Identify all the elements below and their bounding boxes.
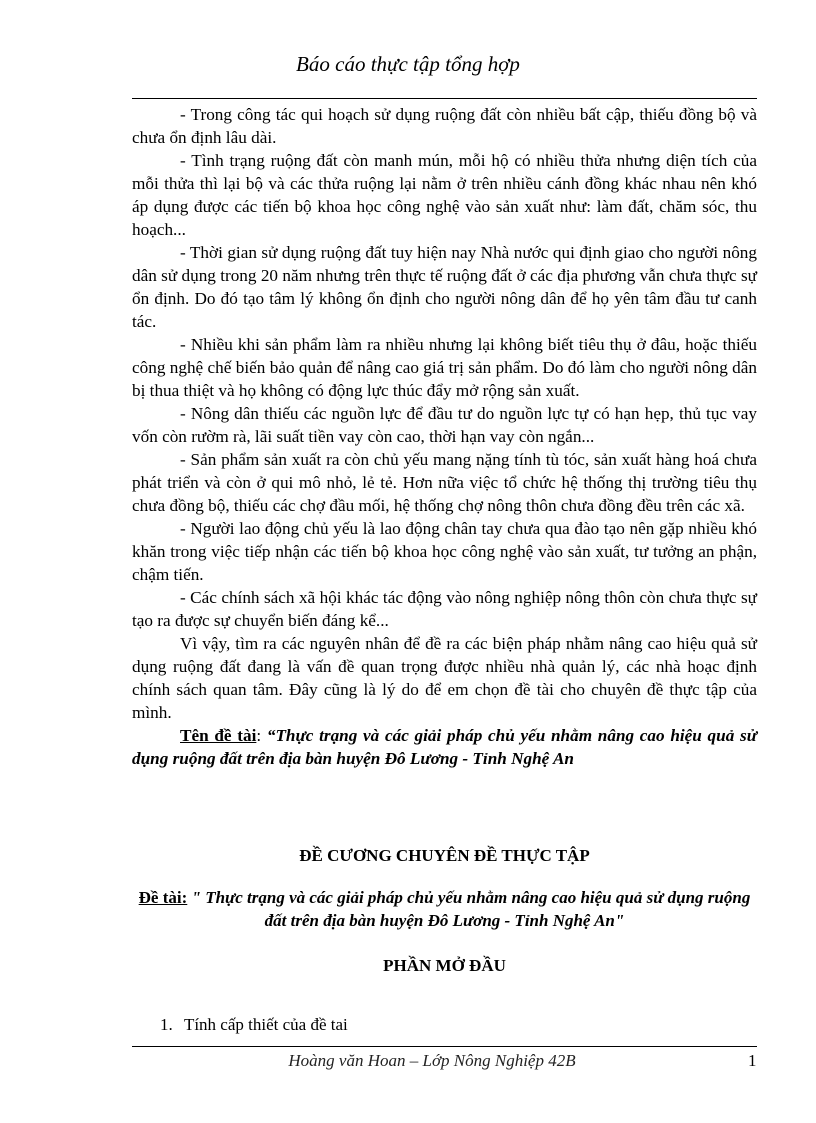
document-body (132, 103, 757, 770)
topic-paragraph (132, 724, 757, 770)
section-number: 1. (160, 1015, 173, 1034)
header-divider (132, 98, 757, 99)
outline-topic-label: Đề tài: (138, 888, 188, 907)
topic-title: “Thực trạng và các giải pháp chủ yếu nhằm nâng cao hiệu quả sử dụng ruộng đất trên địa bàn huyện Đô Lương - Tỉnh Nghệ An (132, 726, 757, 768)
paragraph: Vì vậy, tìm ra các nguyên nhân để đề ra các biện pháp nhằm nâng cao hiệu quả sử dụng ruộng đất đang là vấn đề quan trọng được nhiều nhà quản lý, các nhà hoạc định chính sách quan tâm. Đây cũng là lý do để em chọn đề tài cho chuyên đề thực tập của mình. (132, 634, 757, 722)
paragraph: - Nhiều khi sản phẩm làm ra nhiều nhưng lại không biết tiêu thụ ở đâu, hoặc thiếu công nghệ chế biến bảo quản để nâng cao giá trị sản phẩm. Do đó làm cho người nông dân bị thua thiệt và họ không có động lực thúc đẩy mở rộng sản xuất. (132, 335, 757, 400)
footer-divider (132, 1046, 757, 1047)
section-title: Tính cấp thiết của đề tai (183, 1015, 348, 1034)
topic-separator: : (256, 726, 267, 745)
paragraph: - Người lao động chủ yếu là lao động chân tay chưa qua đào tạo nên gặp nhiều khó khăn trong việc tiếp nhận các tiến bộ khoa học công nghệ vào sản xuất, tư tưởng an phận, chậm tiến. (132, 519, 757, 584)
paragraph: - Thời gian sử dụng ruộng đất tuy hiện nay Nhà nước qui định giao cho người nông dân sử dụng trong 20 năm nhưng trên thực tế ruộng đất ở các địa phương vẫn chưa thực sự ổn định. Do đó tạo tâm lý không ổn định cho người nông dân để họ yên tâm đầu tư canh tác. (132, 243, 757, 331)
paragraph: - Sản phẩm sản xuất ra còn chủ yếu mang nặng tính tù tóc, sản xuất hàng hoá chưa phát triển và còn ở qui mô nhỏ, lẻ tẻ. Hơn nữa việc tổ chức hệ thống thị trường tiêu thụ chưa đồng bộ, thiếu các chợ đầu mối, hệ thống chợ nông thôn chưa đồng đều trên các xã. (132, 450, 757, 515)
paragraph: - Trong công tác qui hoạch sử dụng ruộng đất còn nhiều bất cập, thiếu đồng bộ và chưa ổn định lâu dài. (132, 105, 757, 147)
paragraph: - Nông dân thiếu các nguồn lực để đầu tư do nguồn lực tự có hạn hẹp, thủ tục vay vốn còn rườm rà, lãi suất tiền vay còn cao, thời hạn vay còn ngắn... (132, 404, 757, 446)
footer-author: Hoàng văn Hoan – Lớp Nông Nghiệp 42B (288, 1051, 576, 1070)
outline-topic-title: " Thực trạng và các giải pháp chủ yếu nhằm nâng cao hiệu quả sử dụng ruộng đất trên địa bàn huyện Đô Lương - Tỉnh Nghệ An" (187, 888, 751, 930)
paragraph: - Tình trạng ruộng đất còn manh mún, mỗi hộ có nhiều thửa nhưng diện tích của mỗi thửa thì lại bộ và các thửa ruộng lại nằm ở trên nhiều cánh đồng khác nhau nên khó áp dụng được các tiến bộ khoa học công nghệ vào sản xuất như: làm đất, chăm sóc, thu hoạch... (132, 151, 757, 239)
outline-topic (132, 886, 757, 932)
section-item (160, 1015, 348, 1035)
page-number: 1 (748, 1051, 757, 1070)
topic-label: Tên đề tài (180, 726, 257, 745)
paragraph: - Các chính sách xã hội khác tác động vào nông nghiệp nông thôn còn chưa thực sự tạo ra được sự chuyển biến đáng kể... (132, 588, 757, 630)
outline-heading: ĐỀ CƯƠNG CHUYÊN ĐỀ THỰC TẬP (299, 846, 590, 865)
intro-heading: PHẦN MỞ ĐẦU (383, 956, 506, 975)
page-header-title: Báo cáo thực tập tổng hợp (296, 52, 520, 76)
